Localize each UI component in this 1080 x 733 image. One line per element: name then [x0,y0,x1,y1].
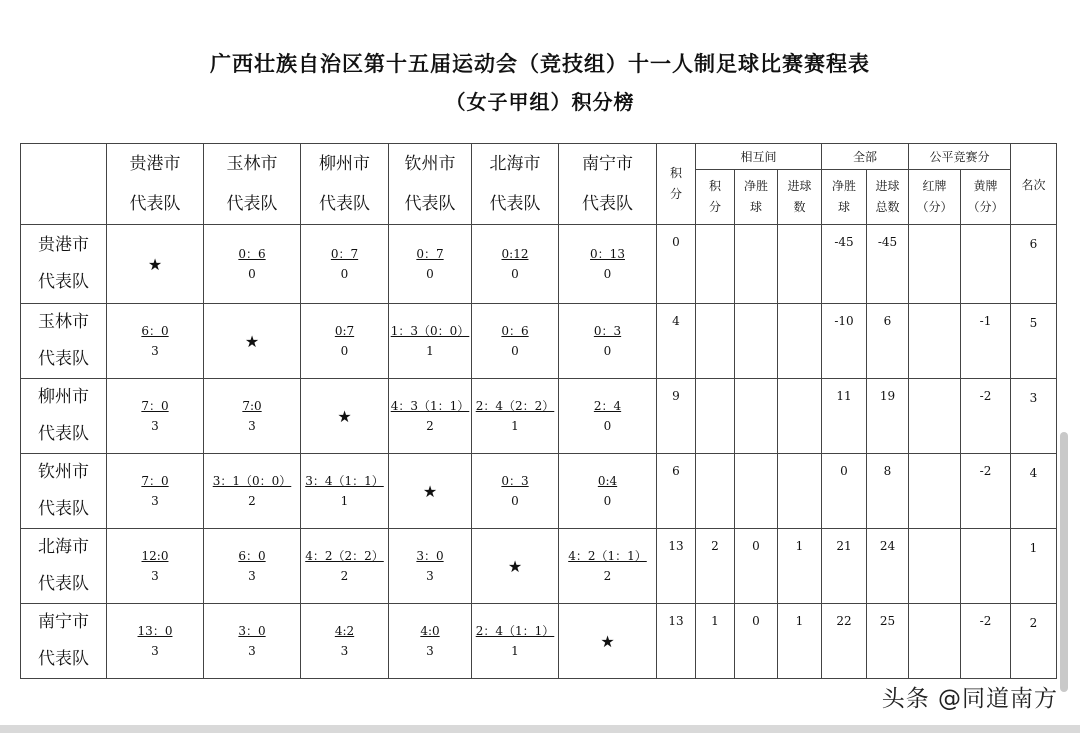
match-result-cell [204,529,301,604]
column-header: 玉林市 代表队 [204,144,301,225]
yellow-card-points: -2 [979,464,992,478]
match-score: 0：6 [501,324,529,338]
match-result-cell [204,454,301,529]
match-result-cell [472,225,559,304]
h2h-goal-diff: 0 [752,539,760,553]
h2h-points-cell [696,379,735,454]
red-card-points-cell [909,454,961,529]
self-match-cell [301,379,389,454]
rank: 2 [1029,616,1038,630]
goals-total: 19 [879,389,896,403]
goal-difference-cell [822,379,867,454]
goals-total: -45 [877,235,898,249]
all-goal-diff-header: 净胜 球 [822,170,867,225]
yellow-card-points: -2 [979,614,992,628]
total-points: 13 [668,614,684,628]
scrollbar[interactable] [1060,432,1068,692]
h2h-points-cell [696,604,735,679]
self-match-cell [559,604,657,679]
match-points: 3 [151,419,159,433]
star-icon: ★ [337,406,352,426]
match-result-cell [559,454,657,529]
h2h-points-cell [696,225,735,304]
page-title: 广西壮族自治区第十五届运动会（竞技组）十一人制足球比赛赛程表 [210,52,870,76]
match-score: 0：7 [416,247,444,261]
total-points: 4 [672,314,680,328]
match-result-cell [389,529,472,604]
goals-total: 6 [883,314,892,328]
h2h-goals-cell [778,379,822,454]
goal-difference: -10 [834,314,854,328]
yellow-card-points-cell [961,225,1011,304]
match-score: 0:7 [334,324,355,338]
match-score: 7：0 [141,399,169,413]
match-score: 2：4（1：1） [475,624,555,638]
self-match-cell [389,454,472,529]
yellow-card-points-cell [961,379,1011,454]
goals-total-cell [867,304,909,379]
goal-difference-cell [822,604,867,679]
match-points: 3 [340,644,349,658]
star-icon: ★ [147,254,163,274]
row-team-name: 钦州市 代表队 [21,454,107,529]
match-points: 3 [151,494,159,508]
bottom-bar [0,725,1080,733]
match-result-cell [301,304,389,379]
match-points: 2 [340,569,349,583]
match-points: 1 [340,494,349,508]
rank: 3 [1029,391,1038,405]
match-score: 6：0 [238,549,266,563]
match-score: 13：0 [137,624,173,638]
rank-cell [1011,379,1057,454]
match-result-cell [389,604,472,679]
h2h-points: 2 [711,539,719,553]
self-match-cell [204,304,301,379]
match-points: 1 [426,344,434,358]
match-points: 0 [511,494,519,508]
match-points: 1 [511,644,519,658]
corner-cell [21,144,107,225]
h2h-points-cell [696,304,735,379]
match-score: 4：2（1：1） [568,549,647,563]
column-header: 南宁市 代表队 [559,144,657,225]
match-result-cell [107,529,204,604]
total-points: 6 [672,464,680,478]
match-result-cell [389,225,472,304]
red-card-points-cell [909,225,961,304]
match-score: 0:4 [597,474,618,488]
match-score: 0：3 [501,474,529,488]
match-result-cell [559,304,657,379]
red-card-points-cell [909,304,961,379]
match-points: 0 [340,267,349,281]
match-result-cell [472,454,559,529]
h2h-goals-cell [778,225,822,304]
match-result-cell [107,454,204,529]
match-points: 3 [426,569,434,583]
red-card-points-cell [909,529,961,604]
rank: 1 [1029,541,1038,555]
red-card-points-cell [909,379,961,454]
match-result-cell [204,604,301,679]
goal-difference: 22 [836,614,852,628]
row-team-name: 玉林市 代表队 [21,304,107,379]
goal-difference: 21 [836,539,852,553]
h2h-goals: 1 [795,614,804,628]
row-team-name: 南宁市 代表队 [21,604,107,679]
match-score: 4：2（2：2） [305,549,384,563]
goals-total-cell [867,604,909,679]
head-to-head-header: 相互间 [696,144,822,170]
match-result-cell [204,225,301,304]
h2h-goals-header: 进球 数 [778,170,822,225]
match-score: 3：0 [416,549,444,563]
column-header: 钦州市 代表队 [389,144,472,225]
table-row [21,225,1057,304]
total-points: 9 [672,389,680,403]
yellow-card-points: -2 [979,389,992,403]
match-result-cell [389,304,472,379]
h2h-goals-cell [778,454,822,529]
rank-cell [1011,604,1057,679]
total-points-cell [657,604,696,679]
match-result-cell [559,529,657,604]
match-result-cell [107,379,204,454]
match-score: 7：0 [141,474,169,488]
goal-difference-cell [822,225,867,304]
match-score: 4：3（1：1） [390,399,470,413]
star-icon: ★ [244,331,260,351]
h2h-goals-cell [778,529,822,604]
goals-total-cell [867,454,909,529]
match-result-cell [301,529,389,604]
column-header: 贵港市 代表队 [107,144,204,225]
goal-difference-cell [822,304,867,379]
points-header: 积 分 [657,144,696,225]
self-match-cell [107,225,204,304]
match-points: 0 [603,267,612,281]
row-team-name: 贵港市 代表队 [21,225,107,304]
h2h-goal-diff-cell [735,304,778,379]
match-score: 4:0 [420,624,440,638]
rank-cell [1011,529,1057,604]
match-score: 4:2 [334,624,355,638]
match-points: 0 [248,267,256,281]
match-points: 3 [248,419,256,433]
match-score: 0：3 [593,324,622,338]
match-result-cell [204,379,301,454]
match-result-cell [559,379,657,454]
watermark: 头条 @同道南方 [881,686,1058,712]
h2h-goal-diff-cell [735,379,778,454]
match-points: 0 [426,267,434,281]
match-points: 0 [511,344,519,358]
table-row [21,454,1057,529]
h2h-goals-cell [778,304,822,379]
h2h-points-cell [696,529,735,604]
goals-total-cell [867,529,909,604]
h2h-points: 1 [711,614,719,628]
yellow-card-points-cell [961,304,1011,379]
match-result-cell [107,604,204,679]
match-result-cell [472,379,559,454]
match-score: 0：13 [590,247,625,261]
rank: 4 [1029,466,1038,480]
overall-header: 全部 [822,144,909,170]
goals-total-cell [867,379,909,454]
h2h-goal-diff: 0 [752,614,760,628]
match-score: 6：0 [141,324,169,338]
row-team-name: 北海市 代表队 [21,529,107,604]
match-score: 0:12 [501,247,529,261]
table-row [21,379,1057,454]
match-result-cell [472,304,559,379]
rank-cell [1011,304,1057,379]
goals-total: 8 [883,464,892,478]
yellow-card-points-cell [961,604,1011,679]
h2h-goal-diff-cell [735,225,778,304]
total-points-cell [657,379,696,454]
rank: 6 [1029,237,1038,251]
match-points: 3 [151,569,159,583]
table-row [21,304,1057,379]
match-points: 3 [151,344,159,358]
match-result-cell [559,225,657,304]
total-points-cell [657,529,696,604]
page-subtitle: （女子甲组）积分榜 [445,90,635,114]
red-card-points-cell [909,604,961,679]
match-score: 2：4 [593,399,622,413]
total-points: 0 [672,235,680,249]
match-points: 0 [511,267,519,281]
row-team-name: 柳州市 代表队 [21,379,107,454]
table-row [21,604,1057,679]
total-points-cell [657,454,696,529]
match-points: 2 [248,494,256,508]
rank: 5 [1029,316,1038,330]
h2h-points-header: 积 分 [696,170,735,225]
rank-cell [1011,454,1057,529]
match-score: 12:0 [141,549,169,563]
yellow-card-points-cell [961,454,1011,529]
match-points: 3 [151,644,159,658]
star-icon: ★ [422,481,438,501]
h2h-points-cell [696,454,735,529]
match-points: 3 [248,644,256,658]
match-result-cell [472,604,559,679]
match-score: 0：6 [238,247,266,261]
star-icon: ★ [507,556,523,576]
goal-difference: -45 [834,235,854,249]
match-points: 0 [603,344,612,358]
yellow-card-header: 黄牌 （分） [961,170,1011,225]
goal-difference: 11 [836,389,852,403]
yellow-card-points: -1 [979,314,992,328]
match-score: 7:0 [242,399,262,413]
match-result-cell [301,454,389,529]
match-points: 0 [340,344,349,358]
fair-play-header: 公平竞赛分 [909,144,1011,170]
goals-total: 25 [879,614,896,628]
total-points-cell [657,225,696,304]
rank-cell [1011,225,1057,304]
self-match-cell [472,529,559,604]
match-score: 3：0 [238,624,266,638]
table-row [21,529,1057,604]
column-header: 柳州市 代表队 [301,144,389,225]
match-points: 1 [511,419,519,433]
match-score: 1：3（0：0） [390,324,470,338]
h2h-goal-diff-cell [735,604,778,679]
match-points: 0 [603,494,612,508]
column-header: 北海市 代表队 [472,144,559,225]
all-goals-header: 进球 总数 [867,170,909,225]
match-points: 2 [426,419,434,433]
h2h-goals: 1 [795,539,804,553]
h2h-goal-diff-cell [735,454,778,529]
match-result-cell [301,604,389,679]
h2h-goal-diff-header: 净胜 球 [735,170,778,225]
match-result-cell [301,225,389,304]
match-score: 3：4（1：1） [305,474,384,488]
yellow-card-points-cell [961,529,1011,604]
standings-table [20,143,1057,679]
match-points: 3 [426,644,434,658]
goals-total-cell [867,225,909,304]
goals-total: 24 [879,539,896,553]
h2h-goals-cell [778,604,822,679]
match-points: 3 [248,569,256,583]
match-result-cell [107,304,204,379]
goal-difference-cell [822,529,867,604]
goal-difference-cell [822,454,867,529]
h2h-goal-diff-cell [735,529,778,604]
match-points: 2 [603,569,612,583]
total-points: 13 [668,539,684,553]
match-score: 3：1（0：0） [212,474,292,488]
match-points: 0 [603,419,612,433]
total-points-cell [657,304,696,379]
red-card-header: 红牌 （分） [909,170,961,225]
star-icon: ★ [600,631,615,651]
goal-difference: 0 [840,464,848,478]
match-result-cell [389,379,472,454]
match-score: 0：7 [330,247,359,261]
rank-header: 名次 [1011,144,1057,225]
match-score: 2：4（2：2） [475,399,555,413]
